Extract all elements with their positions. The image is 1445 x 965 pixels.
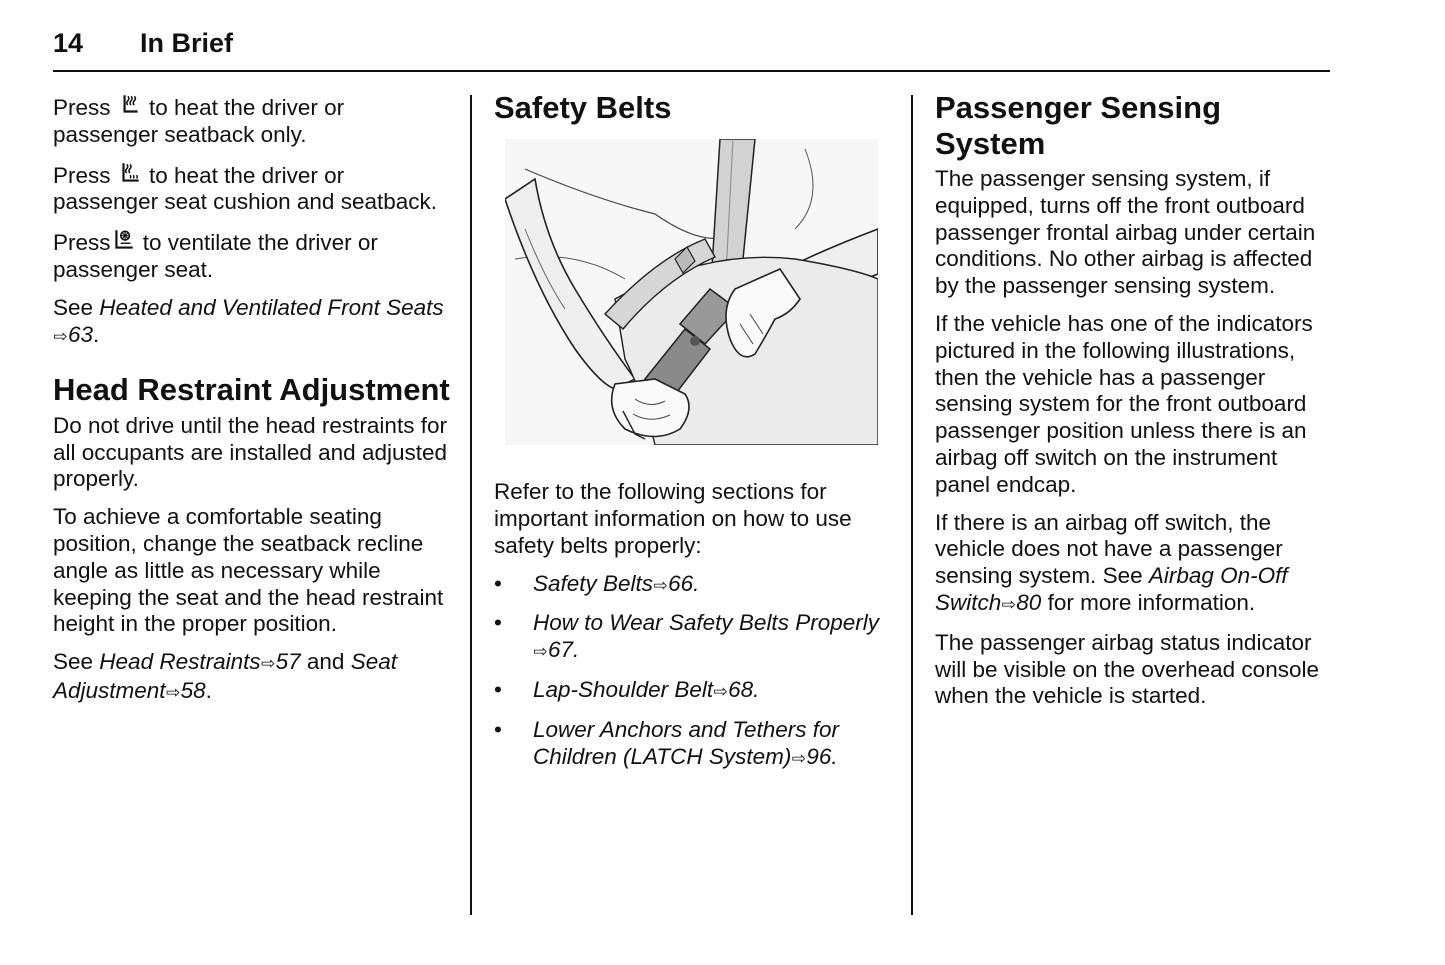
column-divider-left — [470, 95, 472, 915]
bullet: • — [494, 677, 502, 703]
head-restraint-heading: Head Restraint Adjustment — [53, 372, 450, 408]
list-item: • How to Wear Safety Belts Properly⇨67. — [494, 610, 889, 666]
safety-belts-intro: Refer to the following sections for important information on how to use safety belts properly: — [494, 479, 852, 558]
safety-belt-buckle-illustration — [505, 139, 878, 445]
head-restraint-warning: Do not drive until the head restraints for all occupants are installed and adjusted properly. — [53, 412, 448, 492]
airbag-switch-paragraph: If there is an airbag off switch, the vehicle does not have a passenger sensing system. See Airbag On-Off Switch⇨80 for more information. — [935, 510, 1330, 619]
page-number: 14 — [53, 28, 84, 58]
section-title: In Brief — [140, 28, 234, 58]
latch-system-link[interactable]: Lower Anchors and Tethers for Children (LATCH System) — [533, 716, 840, 769]
seatback-heat-icon — [117, 92, 143, 118]
head-restraint-reference: See Head Restraints⇨57 and Seat Adjustment⇨58. — [53, 649, 453, 707]
bullet: • — [494, 716, 502, 742]
list-item: • Lower Anchors and Tethers for Children (LATCH System)⇨96. — [494, 717, 889, 773]
safety-belts-link[interactable]: Safety Belts — [533, 570, 654, 596]
column-1 — [53, 92, 453, 718]
ventilate-paragraph: Press to ventilate the driver or passenger seat. — [53, 227, 453, 284]
seating-position-paragraph: To achieve a comfortable seating position, change the seatback recline angle as little as necessary while keeping the seat and the head restraint height in the proper position. — [53, 504, 444, 637]
page-ref-symbol: ⇨ — [53, 326, 68, 346]
page-header — [53, 24, 1330, 72]
list-item: • Safety Belts⇨66. — [494, 571, 889, 600]
safety-belts-list — [494, 571, 889, 773]
page-ref-symbol: ⇨ — [165, 683, 181, 703]
sensing-indicators-paragraph: If the vehicle has one of the indicators pictured in the following illustrations, then the vehicle has a passenger sensing system for the front outboard passenger position unless there is an airbag off switch on the instrument panel endcap. — [935, 310, 1313, 497]
seat-ventilation-icon — [111, 227, 137, 253]
lap-shoulder-belt-link[interactable]: Lap-Shoulder Belt — [533, 677, 714, 703]
head-restraints-link[interactable]: Head Restraints — [99, 649, 261, 675]
passenger-sensing-heading: Passenger Sensing System — [935, 90, 1222, 161]
airbag-on-off-switch-link[interactable]: Airbag On-Off Switch — [935, 563, 1288, 615]
seat-cushion-heat-icon — [117, 160, 143, 186]
cushion-heat-paragraph: Press to heat the driver or passenger seat cushion and seatback. — [53, 160, 453, 217]
page-ref-symbol: ⇨ — [533, 642, 548, 662]
airbag-status-paragraph: The passenger airbag status indicator will be visible on the overhead console when the vehicle is started. — [935, 629, 1319, 709]
page-ref-symbol: ⇨ — [261, 654, 276, 674]
column-divider-right — [911, 95, 913, 915]
column-3 — [935, 92, 1330, 721]
seat-adjustment-link[interactable]: Seat Adjustment — [53, 649, 397, 704]
bullet: • — [494, 570, 502, 596]
seatback-heat-paragraph: Press to heat the driver or passenger seatback only. — [53, 92, 453, 149]
safety-belts-heading: Safety Belts — [494, 90, 672, 125]
page-ref-symbol: ⇨ — [1001, 594, 1016, 614]
page-ref-symbol: ⇨ — [653, 575, 668, 595]
sensing-intro-paragraph: The passenger sensing system, if equipped, turns off the front outboard passenger frontal airbag under certain conditions. No other airbag is affected by the passenger sensing system. — [935, 166, 1316, 299]
heated-seats-reference: See Heated and Ventilated Front Seats⇨63. — [53, 295, 453, 351]
bullet: • — [494, 610, 502, 636]
page-ref-symbol: ⇨ — [713, 682, 728, 702]
list-item: • Lap-Shoulder Belt⇨68. — [494, 677, 889, 706]
how-to-wear-link[interactable]: How to Wear Safety Belts Properly — [533, 610, 879, 636]
column-2 — [494, 92, 889, 783]
heated-seats-link[interactable]: Heated and Ventilated Front Seats — [99, 294, 444, 320]
page-ref-symbol: ⇨ — [791, 748, 807, 768]
